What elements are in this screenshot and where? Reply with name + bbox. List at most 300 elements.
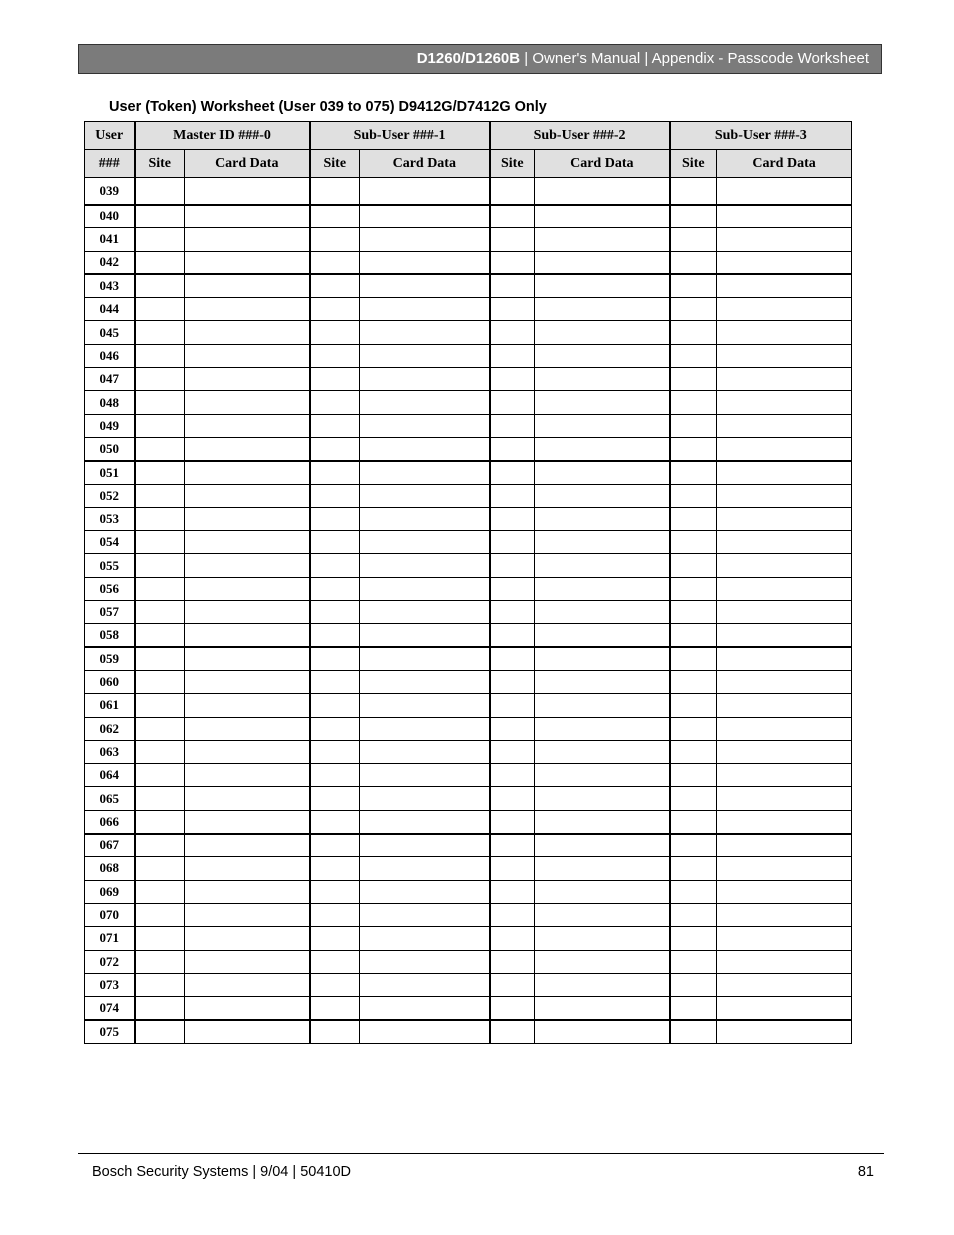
card-data-entry-cell[interactable] [360,927,490,950]
card-data-entry-cell[interactable] [535,857,670,880]
site-entry-cell[interactable] [310,461,360,484]
card-data-entry-cell[interactable] [185,647,310,670]
card-data-entry-cell[interactable] [535,298,670,321]
site-entry-cell[interactable] [670,601,717,624]
card-data-entry-cell[interactable] [535,834,670,857]
card-data-entry-cell[interactable] [185,461,310,484]
site-entry-cell[interactable] [135,554,185,577]
site-entry-cell[interactable] [310,507,360,530]
card-data-entry-cell[interactable] [185,484,310,507]
site-entry-cell[interactable] [490,554,535,577]
card-data-entry-cell[interactable] [717,251,852,274]
card-data-entry-cell[interactable] [535,414,670,437]
card-data-entry-cell[interactable] [360,554,490,577]
card-data-entry-cell[interactable] [717,1020,852,1043]
card-data-entry-cell[interactable] [360,810,490,833]
site-entry-cell[interactable] [490,1020,535,1043]
card-data-entry-cell[interactable] [717,554,852,577]
site-entry-cell[interactable] [670,507,717,530]
card-data-entry-cell[interactable] [535,670,670,693]
card-data-entry-cell[interactable] [360,880,490,903]
card-data-entry-cell[interactable] [185,531,310,554]
site-entry-cell[interactable] [135,298,185,321]
site-entry-cell[interactable] [310,205,360,228]
site-entry-cell[interactable] [310,624,360,647]
site-entry-cell[interactable] [490,740,535,763]
site-entry-cell[interactable] [490,880,535,903]
card-data-entry-cell[interactable] [185,927,310,950]
site-entry-cell[interactable] [670,647,717,670]
site-entry-cell[interactable] [135,973,185,996]
site-entry-cell[interactable] [135,857,185,880]
site-entry-cell[interactable] [310,178,360,205]
card-data-entry-cell[interactable] [185,787,310,810]
site-entry-cell[interactable] [135,228,185,251]
card-data-entry-cell[interactable] [360,670,490,693]
card-data-entry-cell[interactable] [535,554,670,577]
card-data-entry-cell[interactable] [535,484,670,507]
card-data-entry-cell[interactable] [185,624,310,647]
card-data-entry-cell[interactable] [535,927,670,950]
card-data-entry-cell[interactable] [535,950,670,973]
card-data-entry-cell[interactable] [717,880,852,903]
card-data-entry-cell[interactable] [360,414,490,437]
site-entry-cell[interactable] [310,764,360,787]
card-data-entry-cell[interactable] [535,577,670,600]
site-entry-cell[interactable] [310,414,360,437]
site-entry-cell[interactable] [310,554,360,577]
card-data-entry-cell[interactable] [717,391,852,414]
card-data-entry-cell[interactable] [360,228,490,251]
card-data-entry-cell[interactable] [535,507,670,530]
site-entry-cell[interactable] [490,274,535,297]
card-data-entry-cell[interactable] [185,507,310,530]
card-data-entry-cell[interactable] [717,717,852,740]
card-data-entry-cell[interactable] [535,321,670,344]
site-entry-cell[interactable] [490,787,535,810]
site-entry-cell[interactable] [670,531,717,554]
site-entry-cell[interactable] [490,764,535,787]
card-data-entry-cell[interactable] [717,178,852,205]
card-data-entry-cell[interactable] [360,717,490,740]
card-data-entry-cell[interactable] [717,274,852,297]
site-entry-cell[interactable] [135,647,185,670]
site-entry-cell[interactable] [670,810,717,833]
card-data-entry-cell[interactable] [717,368,852,391]
site-entry-cell[interactable] [670,670,717,693]
card-data-entry-cell[interactable] [185,251,310,274]
site-entry-cell[interactable] [135,624,185,647]
site-entry-cell[interactable] [135,178,185,205]
card-data-entry-cell[interactable] [717,740,852,763]
card-data-entry-cell[interactable] [185,670,310,693]
card-data-entry-cell[interactable] [360,251,490,274]
site-entry-cell[interactable] [490,391,535,414]
site-entry-cell[interactable] [135,717,185,740]
card-data-entry-cell[interactable] [185,903,310,926]
site-entry-cell[interactable] [135,740,185,763]
card-data-entry-cell[interactable] [717,344,852,367]
site-entry-cell[interactable] [490,950,535,973]
card-data-entry-cell[interactable] [717,414,852,437]
site-entry-cell[interactable] [490,507,535,530]
card-data-entry-cell[interactable] [360,391,490,414]
site-entry-cell[interactable] [670,391,717,414]
card-data-entry-cell[interactable] [535,624,670,647]
site-entry-cell[interactable] [490,717,535,740]
site-entry-cell[interactable] [490,368,535,391]
card-data-entry-cell[interactable] [360,507,490,530]
card-data-entry-cell[interactable] [360,857,490,880]
card-data-entry-cell[interactable] [717,764,852,787]
site-entry-cell[interactable] [490,577,535,600]
site-entry-cell[interactable] [490,647,535,670]
card-data-entry-cell[interactable] [717,787,852,810]
card-data-entry-cell[interactable] [360,437,490,460]
card-data-entry-cell[interactable] [185,857,310,880]
table-row [85,787,852,810]
card-data-entry-cell[interactable] [185,274,310,297]
card-data-entry-cell[interactable] [185,880,310,903]
card-data-entry-cell[interactable] [185,601,310,624]
site-entry-cell[interactable] [490,205,535,228]
site-entry-cell[interactable] [670,834,717,857]
card-data-entry-cell[interactable] [185,554,310,577]
card-data-entry-cell[interactable] [535,178,670,205]
card-data-entry-cell[interactable] [185,717,310,740]
site-entry-cell[interactable] [670,461,717,484]
card-data-entry-cell[interactable] [185,950,310,973]
card-data-entry-cell[interactable] [717,484,852,507]
card-data-entry-cell[interactable] [185,997,310,1020]
site-entry-cell[interactable] [490,178,535,205]
card-data-entry-cell[interactable] [360,298,490,321]
card-data-entry-cell[interactable] [360,787,490,810]
site-entry-cell[interactable] [310,834,360,857]
card-data-entry-cell[interactable] [535,647,670,670]
site-entry-cell[interactable] [135,484,185,507]
site-entry-cell[interactable] [670,554,717,577]
site-entry-cell[interactable] [135,577,185,600]
card-data-entry-cell[interactable] [360,997,490,1020]
site-entry-cell[interactable] [310,880,360,903]
card-data-entry-cell[interactable] [535,531,670,554]
site-entry-cell[interactable] [310,717,360,740]
table-row [85,694,852,717]
site-entry-cell[interactable] [670,740,717,763]
site-entry-cell[interactable] [490,437,535,460]
site-entry-cell[interactable] [310,694,360,717]
card-data-entry-cell[interactable] [535,228,670,251]
site-entry-cell[interactable] [310,787,360,810]
card-data-entry-cell[interactable] [717,507,852,530]
card-data-entry-cell[interactable] [360,1020,490,1043]
card-data-entry-cell[interactable] [717,857,852,880]
site-entry-cell[interactable] [670,1020,717,1043]
site-entry-cell[interactable] [135,391,185,414]
site-entry-cell[interactable] [135,437,185,460]
card-data-entry-cell[interactable] [185,321,310,344]
site-entry-cell[interactable] [670,880,717,903]
card-data-entry-cell[interactable] [185,1020,310,1043]
site-entry-cell[interactable] [310,810,360,833]
site-entry-cell[interactable] [135,205,185,228]
site-entry-cell[interactable] [490,228,535,251]
site-entry-cell[interactable] [310,274,360,297]
site-entry-cell[interactable] [135,810,185,833]
card-data-entry-cell[interactable] [717,298,852,321]
site-entry-cell[interactable] [490,484,535,507]
site-entry-cell[interactable] [490,927,535,950]
card-data-entry-cell[interactable] [360,531,490,554]
site-entry-cell[interactable] [135,997,185,1020]
site-entry-cell[interactable] [310,531,360,554]
card-data-entry-cell[interactable] [535,601,670,624]
site-entry-cell[interactable] [310,601,360,624]
site-entry-cell[interactable] [490,857,535,880]
card-data-entry-cell[interactable] [360,344,490,367]
card-data-entry-cell[interactable] [717,647,852,670]
card-data-entry-cell[interactable] [185,437,310,460]
card-data-entry-cell[interactable] [360,205,490,228]
site-entry-cell[interactable] [310,344,360,367]
site-entry-cell[interactable] [670,903,717,926]
card-data-entry-cell[interactable] [717,973,852,996]
site-entry-cell[interactable] [310,950,360,973]
site-entry-cell[interactable] [670,178,717,205]
card-data-entry-cell[interactable] [535,1020,670,1043]
card-data-entry-cell[interactable] [535,764,670,787]
site-entry-cell[interactable] [490,670,535,693]
card-data-entry-cell[interactable] [185,344,310,367]
site-entry-cell[interactable] [490,251,535,274]
site-entry-cell[interactable] [310,973,360,996]
site-entry-cell[interactable] [310,857,360,880]
card-data-entry-cell[interactable] [185,205,310,228]
card-data-entry-cell[interactable] [717,927,852,950]
site-entry-cell[interactable] [135,1020,185,1043]
card-data-entry-cell[interactable] [717,461,852,484]
site-entry-cell[interactable] [310,670,360,693]
site-entry-cell[interactable] [670,973,717,996]
card-data-entry-cell[interactable] [717,903,852,926]
site-entry-cell[interactable] [490,624,535,647]
card-data-entry-cell[interactable] [185,298,310,321]
card-data-entry-cell[interactable] [717,624,852,647]
site-entry-cell[interactable] [310,927,360,950]
card-data-entry-cell[interactable] [360,647,490,670]
site-entry-cell[interactable] [310,740,360,763]
site-entry-cell[interactable] [670,205,717,228]
card-data-entry-cell[interactable] [360,903,490,926]
site-entry-cell[interactable] [310,647,360,670]
site-entry-cell[interactable] [670,414,717,437]
card-data-entry-cell[interactable] [535,740,670,763]
table-row [85,274,852,297]
card-data-entry-cell[interactable] [535,344,670,367]
site-entry-cell[interactable] [310,484,360,507]
card-data-entry-cell[interactable] [535,903,670,926]
card-data-entry-cell[interactable] [360,834,490,857]
site-entry-cell[interactable] [490,694,535,717]
site-entry-cell[interactable] [135,601,185,624]
site-entry-cell[interactable] [135,927,185,950]
site-entry-cell[interactable] [490,414,535,437]
card-data-entry-cell[interactable] [535,973,670,996]
card-data-entry-cell[interactable] [535,997,670,1020]
site-entry-cell[interactable] [135,764,185,787]
card-data-entry-cell[interactable] [185,178,310,205]
card-data-entry-cell[interactable] [360,601,490,624]
card-data-entry-cell[interactable] [360,178,490,205]
card-data-entry-cell[interactable] [535,251,670,274]
site-entry-cell[interactable] [490,344,535,367]
card-data-entry-cell[interactable] [360,950,490,973]
card-data-entry-cell[interactable] [535,274,670,297]
site-entry-cell[interactable] [490,461,535,484]
site-entry-cell[interactable] [670,484,717,507]
site-entry-cell[interactable] [310,903,360,926]
card-data-entry-cell[interactable] [535,880,670,903]
card-data-entry-cell[interactable] [360,461,490,484]
site-entry-cell[interactable] [135,880,185,903]
site-entry-cell[interactable] [310,321,360,344]
card-data-entry-cell[interactable] [185,740,310,763]
site-entry-cell[interactable] [490,973,535,996]
card-data-entry-cell[interactable] [717,810,852,833]
card-data-entry-cell[interactable] [185,810,310,833]
site-entry-cell[interactable] [670,857,717,880]
site-entry-cell[interactable] [670,251,717,274]
card-data-entry-cell[interactable] [360,368,490,391]
site-entry-cell[interactable] [670,321,717,344]
card-data-entry-cell[interactable] [360,694,490,717]
site-entry-cell[interactable] [490,531,535,554]
table-row [85,577,852,600]
card-data-entry-cell[interactable] [717,950,852,973]
site-entry-cell[interactable] [310,437,360,460]
site-entry-cell[interactable] [135,368,185,391]
site-entry-cell[interactable] [310,228,360,251]
site-entry-cell[interactable] [310,577,360,600]
site-entry-cell[interactable] [490,834,535,857]
site-entry-cell[interactable] [135,414,185,437]
site-entry-cell[interactable] [670,344,717,367]
site-entry-cell[interactable] [310,368,360,391]
site-entry-cell[interactable] [490,601,535,624]
site-entry-cell[interactable] [135,461,185,484]
site-entry-cell[interactable] [310,1020,360,1043]
site-entry-cell[interactable] [670,927,717,950]
site-entry-cell[interactable] [310,391,360,414]
card-data-entry-cell[interactable] [535,694,670,717]
site-entry-cell[interactable] [670,997,717,1020]
card-data-entry-cell[interactable] [360,274,490,297]
card-data-entry-cell[interactable] [535,391,670,414]
site-entry-cell[interactable] [670,764,717,787]
card-data-entry-cell[interactable] [185,694,310,717]
site-entry-cell[interactable] [135,321,185,344]
card-data-entry-cell[interactable] [535,437,670,460]
site-entry-cell[interactable] [670,274,717,297]
card-data-entry-cell[interactable] [360,577,490,600]
card-data-entry-cell[interactable] [535,205,670,228]
card-data-entry-cell[interactable] [535,810,670,833]
site-entry-cell[interactable] [310,298,360,321]
card-data-entry-cell[interactable] [185,834,310,857]
site-entry-cell[interactable] [670,950,717,973]
site-entry-cell[interactable] [670,787,717,810]
card-data-entry-cell[interactable] [185,973,310,996]
site-entry-cell[interactable] [670,228,717,251]
card-data-entry-cell[interactable] [360,740,490,763]
card-data-entry-cell[interactable] [717,321,852,344]
card-data-entry-cell[interactable] [535,717,670,740]
site-entry-cell[interactable] [490,810,535,833]
card-data-entry-cell[interactable] [717,670,852,693]
site-entry-cell[interactable] [490,321,535,344]
site-entry-cell[interactable] [310,251,360,274]
site-entry-cell[interactable] [670,694,717,717]
card-data-entry-cell[interactable] [360,484,490,507]
site-entry-cell[interactable] [670,368,717,391]
card-data-entry-cell[interactable] [535,461,670,484]
site-entry-cell[interactable] [135,787,185,810]
card-data-entry-cell[interactable] [717,997,852,1020]
site-entry-cell[interactable] [135,507,185,530]
card-data-entry-cell[interactable] [717,601,852,624]
card-data-entry-cell[interactable] [360,973,490,996]
card-data-entry-cell[interactable] [360,764,490,787]
card-data-entry-cell[interactable] [717,694,852,717]
card-data-entry-cell[interactable] [717,531,852,554]
site-entry-cell[interactable] [135,903,185,926]
card-data-entry-cell[interactable] [185,368,310,391]
site-entry-cell[interactable] [135,950,185,973]
site-entry-cell[interactable] [135,531,185,554]
site-entry-cell[interactable] [135,274,185,297]
site-entry-cell[interactable] [670,437,717,460]
card-data-entry-cell[interactable] [535,787,670,810]
card-data-entry-cell[interactable] [535,368,670,391]
card-data-entry-cell[interactable] [717,834,852,857]
site-entry-cell[interactable] [310,997,360,1020]
site-entry-cell[interactable] [490,903,535,926]
card-data-entry-cell[interactable] [185,764,310,787]
card-data-entry-cell[interactable] [185,391,310,414]
card-data-entry-cell[interactable] [717,228,852,251]
site-entry-cell[interactable] [670,624,717,647]
card-data-entry-cell[interactable] [360,321,490,344]
site-entry-cell[interactable] [670,298,717,321]
site-entry-cell[interactable] [490,997,535,1020]
card-data-entry-cell[interactable] [185,228,310,251]
card-data-entry-cell[interactable] [185,414,310,437]
card-data-entry-cell[interactable] [185,577,310,600]
site-entry-cell[interactable] [135,834,185,857]
site-entry-cell[interactable] [670,717,717,740]
site-entry-cell[interactable] [135,344,185,367]
site-entry-cell[interactable] [135,694,185,717]
site-entry-cell[interactable] [490,298,535,321]
card-data-entry-cell[interactable] [360,624,490,647]
site-entry-cell[interactable] [135,670,185,693]
card-data-entry-cell[interactable] [717,577,852,600]
card-data-entry-cell[interactable] [717,205,852,228]
card-data-entry-cell[interactable] [717,437,852,460]
site-entry-cell[interactable] [670,577,717,600]
site-entry-cell[interactable] [135,251,185,274]
